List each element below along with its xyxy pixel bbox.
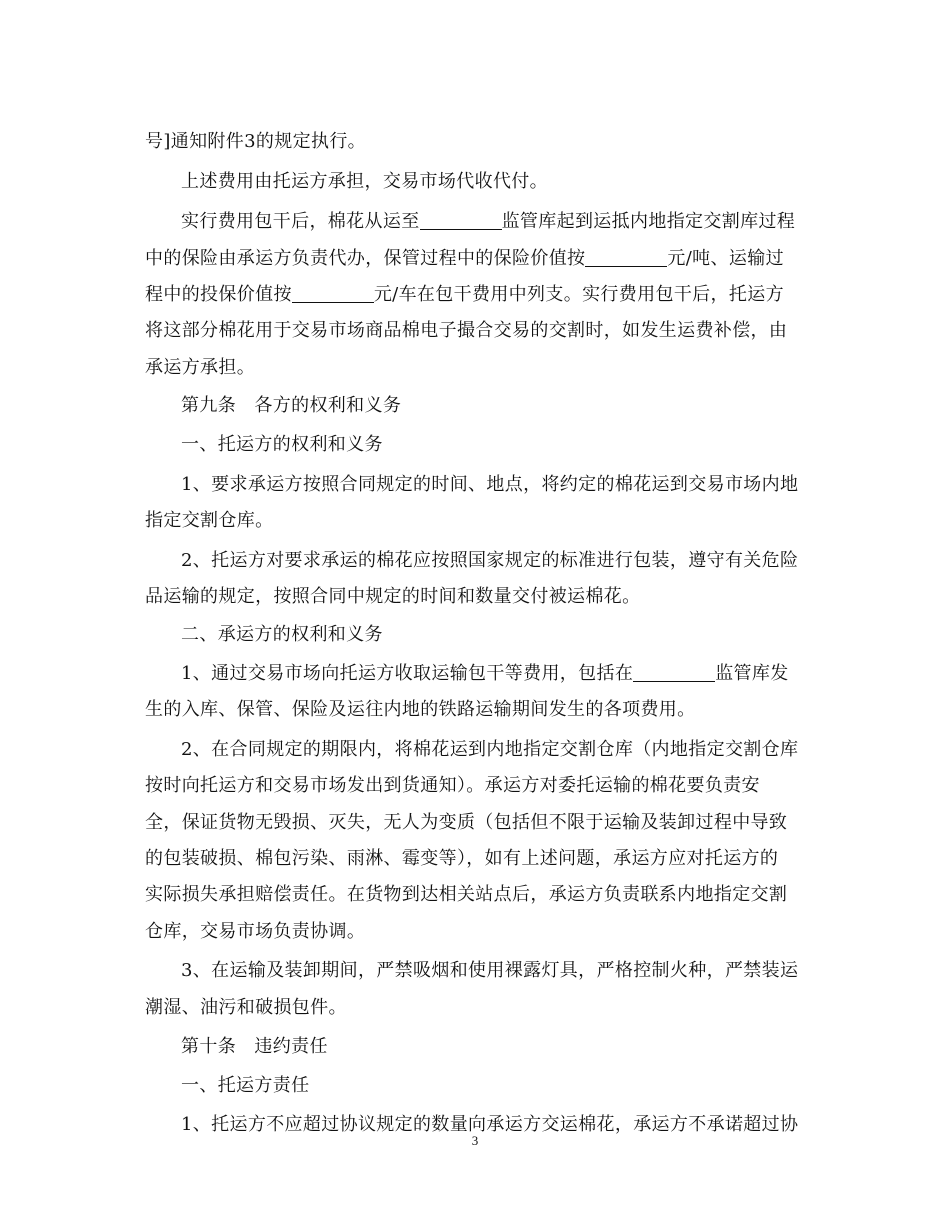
text-line: 上述费用由托运方承担，交易市场代收代付。 (181, 171, 548, 192)
text-segment: 程中的投保价值按 (145, 284, 292, 305)
text-line: 2、在合同规定的期限内，将棉花运到内地指定交割仓库（内地指定交割仓库 (181, 739, 799, 760)
page-number: 3 (471, 1133, 479, 1148)
text-line: 1、要求承运方按照合同规定的时间、地点，将约定的棉花运到交易市场内地 (181, 474, 799, 495)
fill-in-blank[interactable] (585, 248, 667, 267)
subsection-heading: 一、托运方的权利和义务 (181, 434, 383, 455)
text-line: 3、在运输及装卸期间，严禁吸烟和使用裸露灯具，严格控制火种，严禁装运 (181, 960, 799, 981)
text-line: 1、托运方不应超过协议规定的数量向承运方交运棉花，承运方不承诺超过协 (181, 1114, 799, 1135)
text-segment: 中的保险由承运方负责代办，保管过程中的保险价值按 (145, 248, 586, 269)
text-line: 将这部分棉花用于交易市场商品棉电子撮合交易的交割时，如发生运费补偿，由 (145, 320, 788, 341)
text-segment: 监管库发 (715, 663, 789, 684)
text-segment: 监管库起到运抵内地指定交割库过程 (501, 211, 796, 232)
text-segment: 元/吨、运输过 (667, 248, 784, 269)
text-line: 2、托运方对要求承运的棉花应按照国家规定的标准进行包装，遵守有关危险 (181, 550, 799, 571)
fill-in-blank[interactable] (292, 284, 374, 303)
text-segment: 1、通过交易市场向托运方收取运输包干等费用，包括在 (181, 663, 634, 684)
text-line: 按时向托运方和交易市场发出到货通知）。承运方对委托运输的棉花要负责安 (145, 775, 760, 796)
section-heading: 第十条 违约责任 (181, 1036, 328, 1057)
text-segment: 元/车在包干费用中列支。实行费用包干后，托运方 (373, 284, 784, 305)
text-segment: 实行费用包干后，棉花从运至 (181, 211, 420, 232)
text-line-with-blank (145, 277, 784, 313)
text-line: 号]通知附件3的规定执行。 (145, 131, 367, 152)
text-line: 全，保证货物无毁损、灭失，无人为变质（包括但不限于运输及装卸过程中导致 (145, 812, 788, 833)
subsection-heading: 一、托运方责任 (181, 1075, 310, 1096)
text-line: 仓库，交易市场负责协调。 (145, 921, 366, 942)
subsection-heading: 二、承运方的权利和义务 (181, 624, 383, 645)
text-line: 承运方承担。 (145, 357, 256, 378)
text-line-with-blank (181, 204, 795, 240)
section-heading: 第九条 各方的权利和义务 (181, 395, 402, 416)
fill-in-blank[interactable] (633, 663, 715, 682)
text-line: 指定交割仓库。 (145, 510, 274, 531)
text-line-with-blank (145, 241, 784, 277)
text-line: 的包装破损、棉包污染、雨淋、霉变等），如有上述问题，承运方应对托运方的 (145, 848, 779, 869)
text-line-with-blank (181, 656, 789, 692)
text-line: 潮湿、油污和破损包件。 (145, 997, 347, 1018)
text-line: 实际损失承担赔偿责任。在货物到达相关站点后，承运方负责联系内地指定交割 (145, 884, 788, 905)
text-line: 品运输的规定，按照合同中规定的时间和数量交付被运棉花。 (145, 586, 641, 607)
fill-in-blank[interactable] (420, 211, 502, 230)
text-line: 生的入库、保管、保险及运往内地的铁路运输期间发生的各项费用。 (145, 699, 696, 720)
